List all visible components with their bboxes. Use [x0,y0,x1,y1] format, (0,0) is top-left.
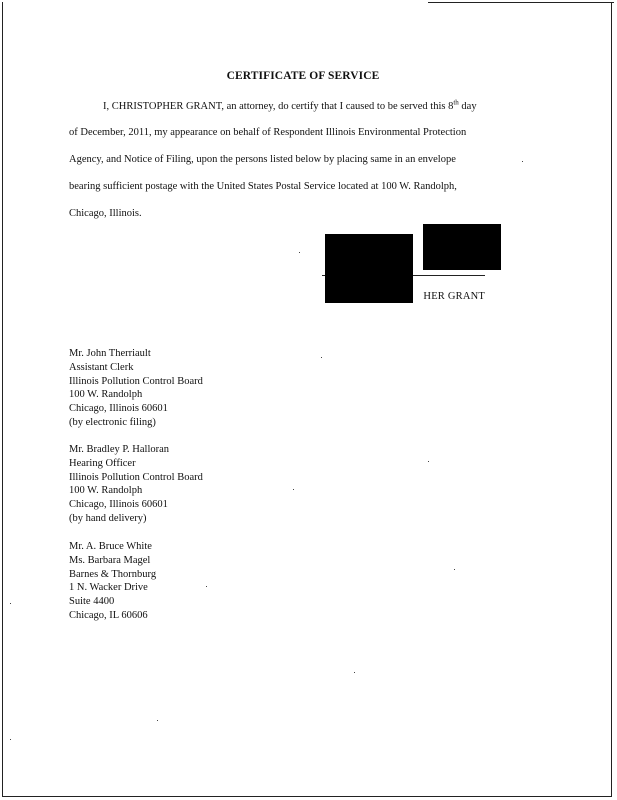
address-line: Mr. A. Bruce White [69,541,152,552]
paragraph-line-1-text: I, CHRISTOPHER GRANT, an attorney, do certify that I caused to be served this 8 [103,101,454,112]
paragraph-line-2: of December, 2011, my appearance on behalf of Respondent Illinois Environmental Protection [69,127,467,138]
paragraph-line-1 [103,98,477,112]
address-line: (by hand delivery) [69,512,147,524]
top-border-line [428,2,614,3]
paragraph-line-3: Agency, and Notice of Filing, upon the persons listed below by placing same in an envelope [69,154,456,165]
signature-name: HER GRANT [423,291,485,302]
recipient-address-2 [69,443,203,526]
recipient-address-3 [69,540,156,623]
scan-speck [299,252,300,253]
address-line: Chicago, Illinois 60601 [69,403,168,415]
redaction-box-lower [325,234,413,303]
address-line: Hearing Officer [69,457,136,469]
ordinal-suffix: th [453,98,459,107]
scan-speck [10,739,11,740]
address-line: Mr. John Therriault [69,348,151,359]
address-line: Ms. Barbara Magel [69,554,151,566]
address-line: Barnes & Thornburg [69,568,157,580]
paragraph-line-1-end: day [458,101,477,112]
recipient-address-1 [69,347,203,430]
address-line: Illinois Pollution Control Board [69,375,203,387]
address-line: Chicago, IL 60606 [69,609,148,621]
scan-speck [454,569,455,570]
scan-speck [522,161,523,162]
scan-speck [428,461,429,462]
address-line: Illinois Pollution Control Board [69,471,203,483]
address-line: 100 W. Randolph [69,485,143,497]
paragraph-line-4: bearing sufficient postage with the United States Postal Service located at 100 W. Randolph, [69,181,457,192]
scan-speck [157,720,158,721]
scan-speck [10,603,11,604]
redaction-box-upper [423,224,501,270]
scan-speck [354,672,355,673]
scan-speck [293,489,294,490]
address-line: 1 N. Wacker Drive [69,582,148,594]
address-line: 100 W. Randolph [69,389,143,401]
address-line: Mr. Bradley P. Halloran [69,444,170,455]
scan-speck [206,586,207,587]
address-line: Chicago, Illinois 60601 [69,499,168,511]
address-line: Assistant Clerk [69,361,134,373]
document-title: CERTIFICATE OF SERVICE [226,70,380,82]
paragraph-line-5: Chicago, Illinois. [69,208,142,219]
scan-speck [321,357,322,358]
address-line: (by electronic filing) [69,416,156,428]
address-line: Suite 4400 [69,596,115,608]
